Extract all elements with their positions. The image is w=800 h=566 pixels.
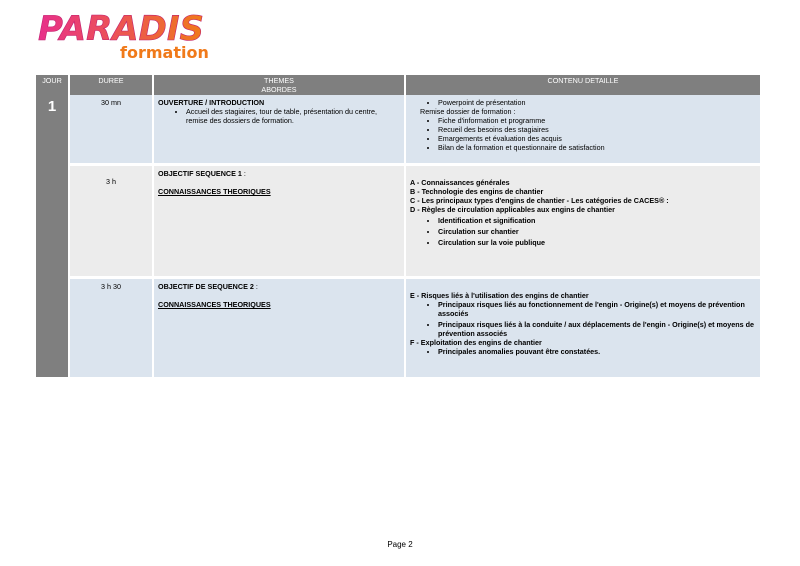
header-duree: DUREE (70, 75, 152, 95)
objectif-heading (158, 282, 400, 291)
contenu-line: B - Technologie des engins de chantier (410, 187, 544, 196)
duree-cell: 3 h 30 (70, 279, 152, 377)
theme-cell (154, 279, 404, 377)
theme-cell (154, 166, 404, 276)
header-jour: JOUR (36, 75, 68, 95)
list-item: • Powerpoint de présentation (438, 98, 756, 107)
list-item: • Identification et signification (438, 216, 756, 225)
contenu-list (410, 116, 756, 152)
contenu-line: A - Connaissances générales (410, 178, 510, 187)
header-contenu: CONTENU DETAILLE (406, 75, 760, 95)
objectif-heading (158, 169, 400, 178)
contenu-plain-text: Remise dossier de formation : (420, 107, 516, 116)
objectif-label: OBJECTIF DE SEQUENCE 2 (158, 282, 254, 291)
list-item: • Emargements et évaluation des acquis (438, 134, 756, 143)
contenu-line: C - Les principaux types d'engins de chantier - Les catégories de CACES® : (410, 196, 669, 205)
list-item: • Circulation sur la voie publique (438, 238, 756, 247)
header-themes-line1: THEMES (264, 76, 294, 85)
contenu-cell (406, 95, 760, 163)
table-row (36, 279, 760, 377)
theme-cell (154, 95, 404, 163)
connaissances-label: CONNAISSANCES THEORIQUES (158, 187, 271, 196)
jour-cell: 1 (36, 95, 68, 377)
table-header-row (36, 75, 760, 95)
logo-formation-text: formation (120, 43, 209, 62)
contenu-list (410, 347, 756, 356)
contenu-line: D - Règles de circulation applicables aux engins de chantier (410, 205, 615, 214)
list-item: • Principaux risques liés à la conduite / aux déplacements de l'engin - Origine(s) et moyens de prévention associés (438, 320, 756, 338)
table-row (36, 95, 760, 163)
list-item: • Accueil des stagiaires, tour de table, présentation du centre, remise des dossiers de formation. (186, 107, 400, 125)
logo-paradis-text: PARADIS (38, 9, 204, 49)
contenu-line: F - Exploitation des engins de chantier (410, 338, 542, 347)
objectif-suffix: : (241, 169, 246, 178)
paradis-formation-logo (34, 8, 214, 64)
list-item: • Bilan de la formation et questionnaire de satisfaction (438, 143, 756, 152)
theme-title: OUVERTURE / INTRODUCTION (158, 98, 265, 107)
contenu-list (410, 98, 756, 107)
theme-list (158, 107, 400, 125)
objectif-label: OBJECTIF SEQUENCE 1 (158, 169, 242, 178)
header-themes-line2: ABORDES (261, 85, 297, 94)
list-item: • Circulation sur chantier (438, 227, 756, 236)
duree-cell: 30 mn (70, 95, 152, 163)
header-themes (154, 75, 404, 95)
contenu-list (410, 300, 756, 338)
list-item: • Principaux risques liés au fonctionnement de l'engin - Origine(s) et moyens de prévention associés (438, 300, 756, 318)
connaissances-label: CONNAISSANCES THEORIQUES (158, 300, 271, 309)
table-row (36, 166, 760, 276)
list-item: • Principales anomalies pouvant être constatées. (438, 347, 756, 356)
contenu-cell (406, 166, 760, 276)
objectif-suffix: : (253, 282, 258, 291)
contenu-line: E - Risques liés à l'utilisation des engins de chantier (410, 291, 589, 300)
duree-cell: 3 h (70, 166, 152, 276)
contenu-list (410, 216, 756, 247)
list-item: • Recueil des besoins des stagiaires (438, 125, 756, 134)
training-program-table (34, 75, 762, 377)
page-number: Page 2 (387, 540, 413, 549)
contenu-cell (406, 279, 760, 377)
list-item: • Fiche d'information et programme (438, 116, 756, 125)
